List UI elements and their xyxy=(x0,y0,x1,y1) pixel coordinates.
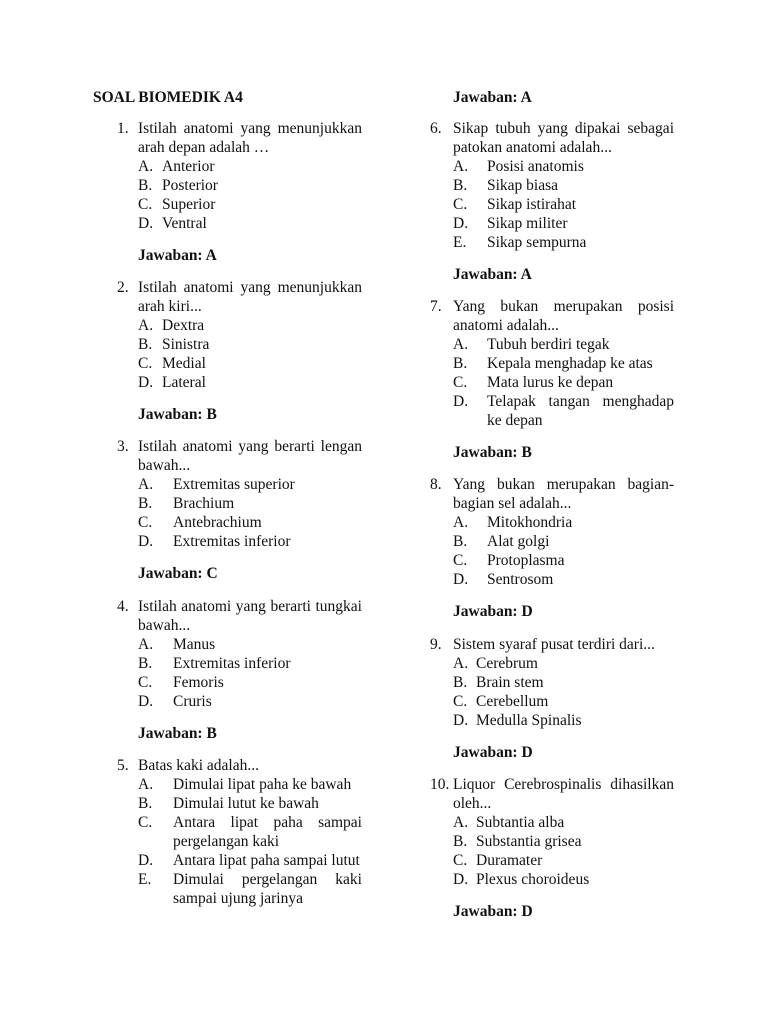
option-text xyxy=(487,551,674,570)
option-text-line: Antara lipat paha sampai xyxy=(173,814,362,831)
option-d xyxy=(430,392,674,430)
question-text-line: Istilah anatomi yang berarti lengan xyxy=(138,438,362,456)
option-text xyxy=(487,373,674,392)
option-text xyxy=(476,851,674,870)
question-text xyxy=(453,119,674,157)
answer-key: Jawaban: B xyxy=(453,444,532,462)
option-letter: D. xyxy=(453,571,469,589)
option-text-line: Sentrosom xyxy=(487,571,554,589)
option-letter: B. xyxy=(138,495,153,513)
question-7 xyxy=(430,297,674,430)
option-b xyxy=(430,176,674,195)
question-number: 8. xyxy=(430,476,442,494)
option-text-line: ke depan xyxy=(487,411,543,429)
question-text-line: bawah... xyxy=(138,457,191,475)
option-letter: D. xyxy=(138,852,154,869)
question-text-line: bagian sel adalah... xyxy=(453,495,572,513)
option-text-line: sampai ujung jarinya xyxy=(173,890,303,907)
option-list xyxy=(93,316,362,392)
option-text xyxy=(162,195,362,214)
option-text xyxy=(476,673,674,692)
option-text xyxy=(487,195,674,214)
document-title: SOAL BIOMEDIK A4 xyxy=(93,88,243,106)
option-d xyxy=(93,851,362,870)
option-d xyxy=(430,570,674,589)
option-letter: A. xyxy=(453,335,469,353)
option-letter: B. xyxy=(453,354,468,372)
question-text-line: patokan anatomi adalah... xyxy=(453,138,612,156)
question-text-line: Sikap tubuh yang dipakai sebagai xyxy=(453,119,674,137)
option-letter: C. xyxy=(453,373,468,391)
option-text xyxy=(487,392,674,430)
left-column xyxy=(93,88,362,909)
question-2 xyxy=(93,278,362,392)
question-6 xyxy=(430,119,674,252)
question-text-line: Sistem syaraf pusat terdiri dari... xyxy=(453,635,655,653)
question-text-line: Istilah anatomi yang menunjukkan xyxy=(138,278,362,296)
option-text xyxy=(173,775,362,794)
option-list xyxy=(93,157,362,233)
option-letter: A. xyxy=(138,157,154,175)
option-text-line: Ventral xyxy=(162,214,207,232)
question-9 xyxy=(430,635,674,730)
option-text-line: Extremitas superior xyxy=(173,476,295,494)
option-text xyxy=(173,851,362,870)
option-a xyxy=(430,335,674,354)
option-letter: A. xyxy=(453,157,469,175)
answer-key: Jawaban: D xyxy=(453,603,533,621)
answer-key: Jawaban: D xyxy=(453,903,533,921)
option-letter: C. xyxy=(138,195,153,213)
option-d xyxy=(93,692,362,711)
option-text-line: Anterior xyxy=(162,157,215,175)
question-3 xyxy=(93,437,362,551)
option-letter: B. xyxy=(138,795,153,812)
option-text-line: Dextra xyxy=(162,316,205,334)
option-letter: D. xyxy=(453,711,469,729)
option-list xyxy=(430,513,674,589)
option-letter: D. xyxy=(453,214,469,232)
option-text xyxy=(173,870,362,908)
option-list xyxy=(93,775,362,908)
option-text xyxy=(487,570,674,589)
question-text-line: oleh... xyxy=(453,795,492,812)
option-text xyxy=(173,475,362,494)
option-b xyxy=(430,532,674,551)
question-text xyxy=(138,597,362,635)
option-text-line: Extremitas inferior xyxy=(173,533,291,551)
option-text-line: Sikap biasa xyxy=(487,176,559,194)
option-c xyxy=(93,195,362,214)
question-text xyxy=(138,437,362,475)
question-8 xyxy=(430,475,674,589)
option-text-line: Posisi anatomis xyxy=(487,157,584,175)
option-text xyxy=(173,794,362,813)
option-c xyxy=(430,851,674,870)
option-letter: A. xyxy=(453,514,469,532)
option-list xyxy=(430,654,674,730)
option-letter: D. xyxy=(138,373,154,391)
question-number: 7. xyxy=(430,297,442,315)
option-text-line: Mitokhondria xyxy=(487,514,573,532)
right-column xyxy=(430,88,674,922)
option-c xyxy=(93,354,362,373)
question-number: 6. xyxy=(430,119,442,137)
option-text-line: Protoplasma xyxy=(487,552,565,570)
option-a xyxy=(93,316,362,335)
option-text xyxy=(487,233,674,252)
option-a xyxy=(93,475,362,494)
option-text-line: Dimulai lipat paha ke bawah xyxy=(173,776,352,793)
option-b xyxy=(430,673,674,692)
option-letter: D. xyxy=(138,533,154,551)
option-text-line: Sikap sempurna xyxy=(487,233,587,251)
option-text-line: Plexus choroideus xyxy=(476,871,590,888)
question-text-line: anatomi adalah... xyxy=(453,316,559,334)
option-text-line: Sikap militer xyxy=(487,214,568,232)
option-text-line: Dimulai lutut ke bawah xyxy=(173,795,319,812)
question-text xyxy=(138,278,362,316)
option-c xyxy=(93,813,362,851)
option-text xyxy=(162,176,362,195)
answer-key: Jawaban: D xyxy=(453,743,533,761)
option-list xyxy=(430,335,674,430)
option-list xyxy=(430,157,674,252)
option-text xyxy=(476,832,674,851)
option-text xyxy=(476,654,674,673)
option-letter: B. xyxy=(138,176,153,194)
option-text-line: Substantia grisea xyxy=(476,833,582,850)
question-10 xyxy=(430,775,674,889)
option-text-line: Antebrachium xyxy=(173,514,262,532)
option-text xyxy=(487,176,674,195)
option-text-line: Sinistra xyxy=(162,335,210,353)
option-text xyxy=(487,354,674,373)
question-text xyxy=(453,635,674,654)
option-c xyxy=(430,551,674,570)
option-text xyxy=(162,214,362,233)
option-text xyxy=(173,532,362,551)
option-letter: B. xyxy=(453,533,468,551)
option-text-line: Cerebrum xyxy=(476,654,538,672)
option-text-line: Manus xyxy=(173,635,216,653)
question-text-line: Liquor Cerebrospinalis dihasilkan xyxy=(453,776,674,793)
option-a xyxy=(93,635,362,654)
answer-key: Jawaban: A xyxy=(453,265,532,283)
question-number: 10. xyxy=(430,776,450,793)
option-b xyxy=(93,335,362,354)
option-b xyxy=(93,794,362,813)
question-text-line: Istilah anatomi yang menunjukkan xyxy=(138,119,362,137)
option-b xyxy=(430,354,674,373)
question-text xyxy=(453,775,674,813)
option-letter: C. xyxy=(453,692,468,710)
option-letter: A. xyxy=(138,316,154,334)
option-text-line: Duramater xyxy=(476,852,543,869)
option-b xyxy=(93,654,362,673)
option-text xyxy=(476,870,674,889)
option-letter: C. xyxy=(453,852,468,869)
answer-key: Jawaban: C xyxy=(138,565,218,583)
option-text-line: Medulla Spinalis xyxy=(476,711,582,729)
option-text-line: Medial xyxy=(162,354,206,372)
question-text-line: arah depan adalah … xyxy=(138,138,270,156)
option-text xyxy=(162,316,362,335)
option-c xyxy=(93,673,362,692)
option-text xyxy=(476,813,674,832)
option-e xyxy=(430,233,674,252)
option-text-line: Lateral xyxy=(162,373,206,391)
option-c xyxy=(430,373,674,392)
answer-key: Jawaban: B xyxy=(138,406,217,424)
option-text xyxy=(487,513,674,532)
option-text-line: Subtantia alba xyxy=(476,814,565,831)
option-c xyxy=(93,513,362,532)
option-letter: C. xyxy=(138,514,153,532)
option-text-line: Femoris xyxy=(173,673,224,691)
option-b xyxy=(430,832,674,851)
question-text-line: Yang bukan merupakan posisi xyxy=(453,297,674,315)
option-text xyxy=(173,692,362,711)
option-text xyxy=(162,373,362,392)
option-text-line: Sikap istirahat xyxy=(487,195,577,213)
question-text-line: Istilah anatomi yang berarti tungkai xyxy=(138,597,362,615)
question-text xyxy=(453,297,674,335)
option-c xyxy=(430,692,674,711)
option-letter: E. xyxy=(453,233,467,251)
option-d xyxy=(93,373,362,392)
option-letter: C. xyxy=(453,195,468,213)
option-d xyxy=(93,532,362,551)
option-letter: B. xyxy=(453,176,468,194)
question-text-line: arah kiri... xyxy=(138,297,202,315)
option-list xyxy=(430,813,674,889)
option-d xyxy=(430,870,674,889)
option-d xyxy=(430,214,674,233)
option-text xyxy=(487,335,674,354)
question-1 xyxy=(93,119,362,233)
option-letter: C. xyxy=(138,673,153,691)
option-text-line: pergelangan kaki xyxy=(173,833,280,850)
question-5 xyxy=(93,756,362,908)
option-letter: D. xyxy=(138,692,154,710)
question-text xyxy=(138,756,362,775)
option-a xyxy=(430,654,674,673)
option-text xyxy=(162,157,362,176)
option-text xyxy=(173,673,362,692)
option-letter: D. xyxy=(138,214,154,232)
option-letter: A. xyxy=(138,776,154,793)
option-list xyxy=(93,475,362,551)
question-4 xyxy=(93,597,362,711)
question-number: 1. xyxy=(117,119,129,137)
question-text-line: Yang bukan merupakan bagian- xyxy=(453,476,674,494)
option-text xyxy=(173,513,362,532)
option-text-line: Cruris xyxy=(173,692,212,710)
option-a xyxy=(430,813,674,832)
option-text xyxy=(162,354,362,373)
option-text xyxy=(162,335,362,354)
option-text-line: Extremitas inferior xyxy=(173,654,291,672)
option-letter: D. xyxy=(453,392,469,410)
option-a xyxy=(93,157,362,176)
option-letter: A. xyxy=(138,635,154,653)
option-text xyxy=(487,157,674,176)
option-text-line: Kepala menghadap ke atas xyxy=(487,354,653,372)
option-text xyxy=(487,214,674,233)
question-text-line: bawah... xyxy=(138,616,191,634)
option-text-line: Brachium xyxy=(173,495,235,513)
answer-key: Jawaban: B xyxy=(138,724,217,742)
option-b xyxy=(93,176,362,195)
option-c xyxy=(430,195,674,214)
answer-key: Jawaban: A xyxy=(138,246,217,264)
option-d xyxy=(430,711,674,730)
option-d xyxy=(93,214,362,233)
question-text xyxy=(453,475,674,513)
option-text-line: Posterior xyxy=(162,176,218,194)
option-a xyxy=(430,513,674,532)
option-a xyxy=(430,157,674,176)
option-letter: A. xyxy=(453,654,469,672)
option-letter: B. xyxy=(138,335,153,353)
option-text-line: Telapak tangan menghadap xyxy=(487,392,674,410)
option-text-line: Alat golgi xyxy=(487,533,550,551)
option-text-line: Dimulai pergelangan kaki xyxy=(173,871,362,888)
option-letter: A. xyxy=(453,814,469,831)
option-list xyxy=(93,635,362,711)
option-text xyxy=(487,532,674,551)
question-number: 5. xyxy=(117,757,129,774)
option-text xyxy=(173,654,362,673)
question-text xyxy=(138,119,362,157)
option-text-line: Cerebellum xyxy=(476,692,549,710)
option-e xyxy=(93,870,362,908)
option-letter: D. xyxy=(453,871,469,888)
question-number: 2. xyxy=(117,278,129,296)
option-letter: B. xyxy=(453,673,468,691)
option-text xyxy=(173,494,362,513)
answer-key: Jawaban: A xyxy=(453,88,532,106)
option-letter: B. xyxy=(138,654,153,672)
option-letter: C. xyxy=(453,552,468,570)
option-text xyxy=(476,711,674,730)
option-text-line: Superior xyxy=(162,195,216,213)
option-text-line: Brain stem xyxy=(476,673,544,691)
question-number: 3. xyxy=(117,438,129,456)
option-text xyxy=(173,635,362,654)
option-text-line: Tubuh berdiri tegak xyxy=(487,335,610,353)
option-text-line: Mata lurus ke depan xyxy=(487,373,614,391)
option-letter: A. xyxy=(138,476,154,494)
question-number: 4. xyxy=(117,597,129,615)
question-number: 9. xyxy=(430,635,442,653)
option-text xyxy=(476,692,674,711)
option-letter: B. xyxy=(453,833,468,850)
question-text-line: Batas kaki adalah... xyxy=(138,757,259,774)
option-letter: E. xyxy=(138,871,152,888)
option-letter: C. xyxy=(138,354,153,372)
option-b xyxy=(93,494,362,513)
option-text-line: Antara lipat paha sampai lutut xyxy=(173,852,360,869)
option-text xyxy=(173,813,362,851)
option-a xyxy=(93,775,362,794)
option-letter: C. xyxy=(138,814,153,831)
